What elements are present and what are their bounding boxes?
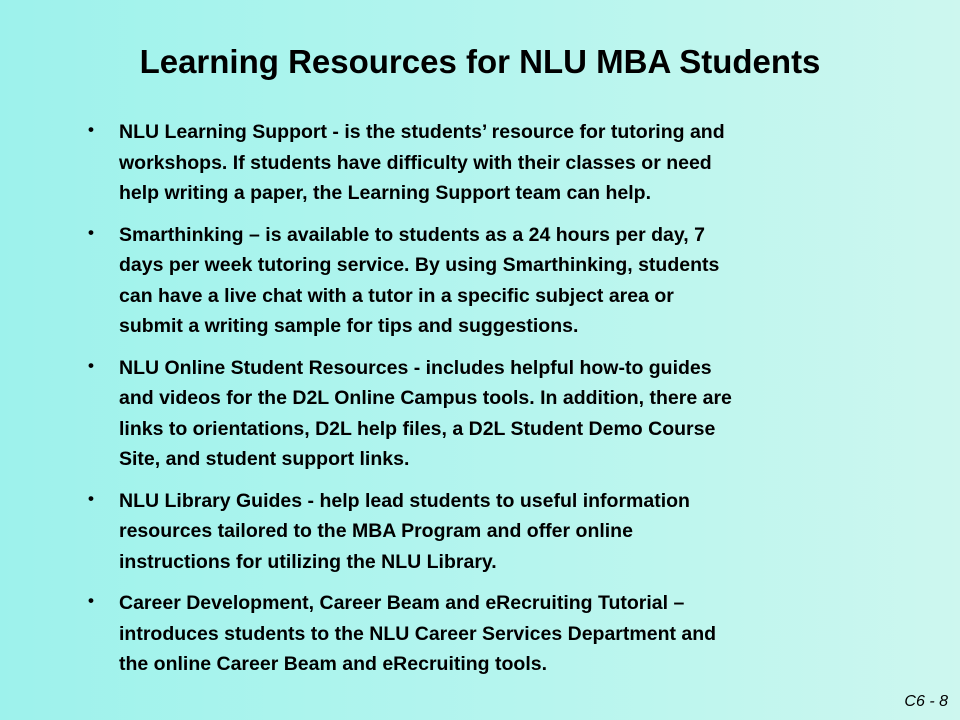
bullet-line: submit a writing sample for tips and suggestions.: [119, 315, 579, 337]
bullet-library-guides: [0, 486, 960, 578]
bullet-dot-icon: •: [88, 488, 94, 508]
slide-title: Learning Resources for NLU MBA Students: [139, 43, 821, 80]
bullet-line: NLU Online Student Resources - includes helpful how-to guides: [119, 356, 712, 379]
bullet-line: introduces students to the NLU Career Services Department and: [119, 622, 717, 645]
bullet-line: Career Development, Career Beam and eRecruiting Tutorial –: [119, 592, 685, 614]
bullet-line: Site, and student support links.: [119, 448, 410, 470]
bullet-line: can have a live chat with a tutor in a specific subject area or: [119, 284, 674, 307]
bullet-line: help writing a paper, the Learning Support team can help.: [119, 182, 651, 204]
bullet-learning-support: [0, 117, 960, 209]
bullet-online-student-resources: [0, 353, 960, 475]
bullet-line: NLU Library Guides - help lead students to useful information: [119, 489, 690, 512]
bullet-line: and videos for the D2L Online Campus tools. In addition, there are: [119, 387, 732, 409]
bullet-line: Smarthinking – is available to students as a 24 hours per day, 7: [119, 223, 705, 246]
bullet-line: the online Career Beam and eRecruiting tools.: [119, 653, 548, 675]
bullet-smarthinking: [0, 220, 960, 342]
bullet-line: NLU Learning Support - is the students’ resource for tutoring and: [119, 121, 725, 143]
bullet-dot-icon: •: [88, 120, 94, 139]
bullet-career-development: [0, 588, 960, 680]
bullet-dot-icon: •: [88, 222, 94, 242]
slide-number: C6 - 8: [904, 693, 948, 710]
bullet-line: links to orientations, D2L help files, a D2L Student Demo Course: [119, 417, 716, 440]
bullet-line: instructions for utilizing the NLU Library.: [119, 550, 497, 573]
bullet-list: [0, 117, 960, 691]
bullet-dot-icon: •: [88, 355, 94, 375]
bullet-line: resources tailored to the MBA Program and offer online: [119, 520, 633, 542]
bullet-line: days per week tutoring service. By using Smarthinking, students: [119, 254, 720, 276]
bullet-dot-icon: •: [88, 591, 94, 610]
bullet-line: workshops. If students have difficulty with their classes or need: [119, 151, 712, 174]
